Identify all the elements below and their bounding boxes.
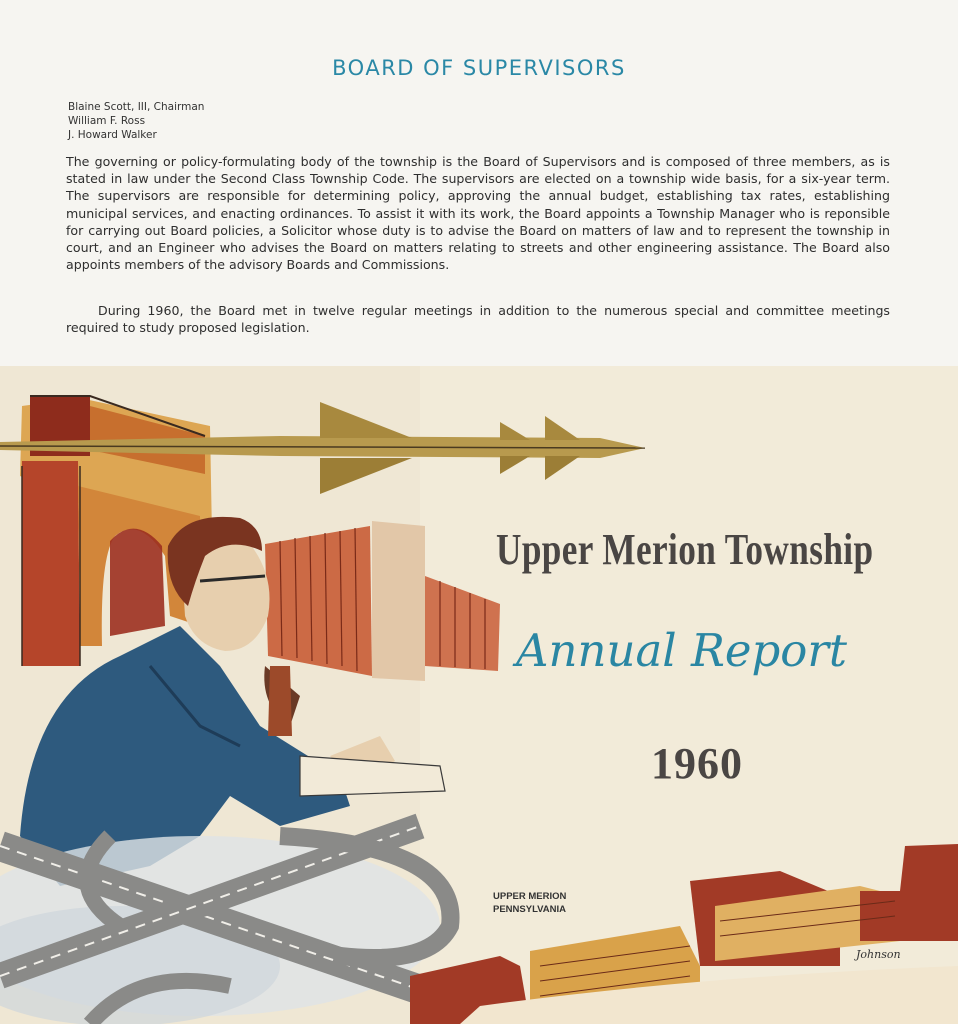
member-name: William F. Ross bbox=[68, 115, 146, 127]
member-name: J. Howard Walker bbox=[68, 129, 157, 141]
artist-signature: Johnson bbox=[856, 948, 901, 961]
location-line: UPPER MERION bbox=[493, 891, 567, 902]
cover-subtitle: Annual Report bbox=[516, 624, 847, 677]
cover-title: Upper Merion Township bbox=[496, 525, 874, 574]
annual-report-cover bbox=[0, 366, 958, 1024]
location-line: PENNSYLVANIA bbox=[493, 904, 567, 915]
cover-illustration bbox=[0, 366, 958, 1024]
member-name: Blaine Scott, III, Chairman bbox=[68, 101, 205, 113]
page-heading: BOARD OF SUPERVISORS bbox=[332, 56, 626, 80]
body-paragraph: The governing or policy-formulating body of the township is the Board of Supervisors and is composed of three members, as is stated in law under the Second Class Township Code. The supervisors are elected on a township wide basis, for a six-year term. The supervisors are responsible for determining policy, approving the annual budget, establishing tax rates, establishing municipal services, and enacting ordinances. To assist it with its work, the Board appoints a Township Manager who is reponsible for carrying out Board policies, a Solicitor whose duty is to advise the Board on matters of law and to represent the township in court, and an Engineer who advises the Board on matters relating to streets and other engineering assistance. The Board also appoints members of the advisory Boards and Commissions. bbox=[66, 154, 890, 273]
body-paragraph: During 1960, the Board met in twelve regular meetings in addition to the numerous special and committee meetings required to study proposed legislation. bbox=[66, 303, 890, 336]
board-of-supervisors-page bbox=[0, 0, 958, 366]
member-list bbox=[68, 100, 204, 142]
cover-location bbox=[493, 890, 566, 916]
cover-year: 1960 bbox=[651, 739, 743, 788]
